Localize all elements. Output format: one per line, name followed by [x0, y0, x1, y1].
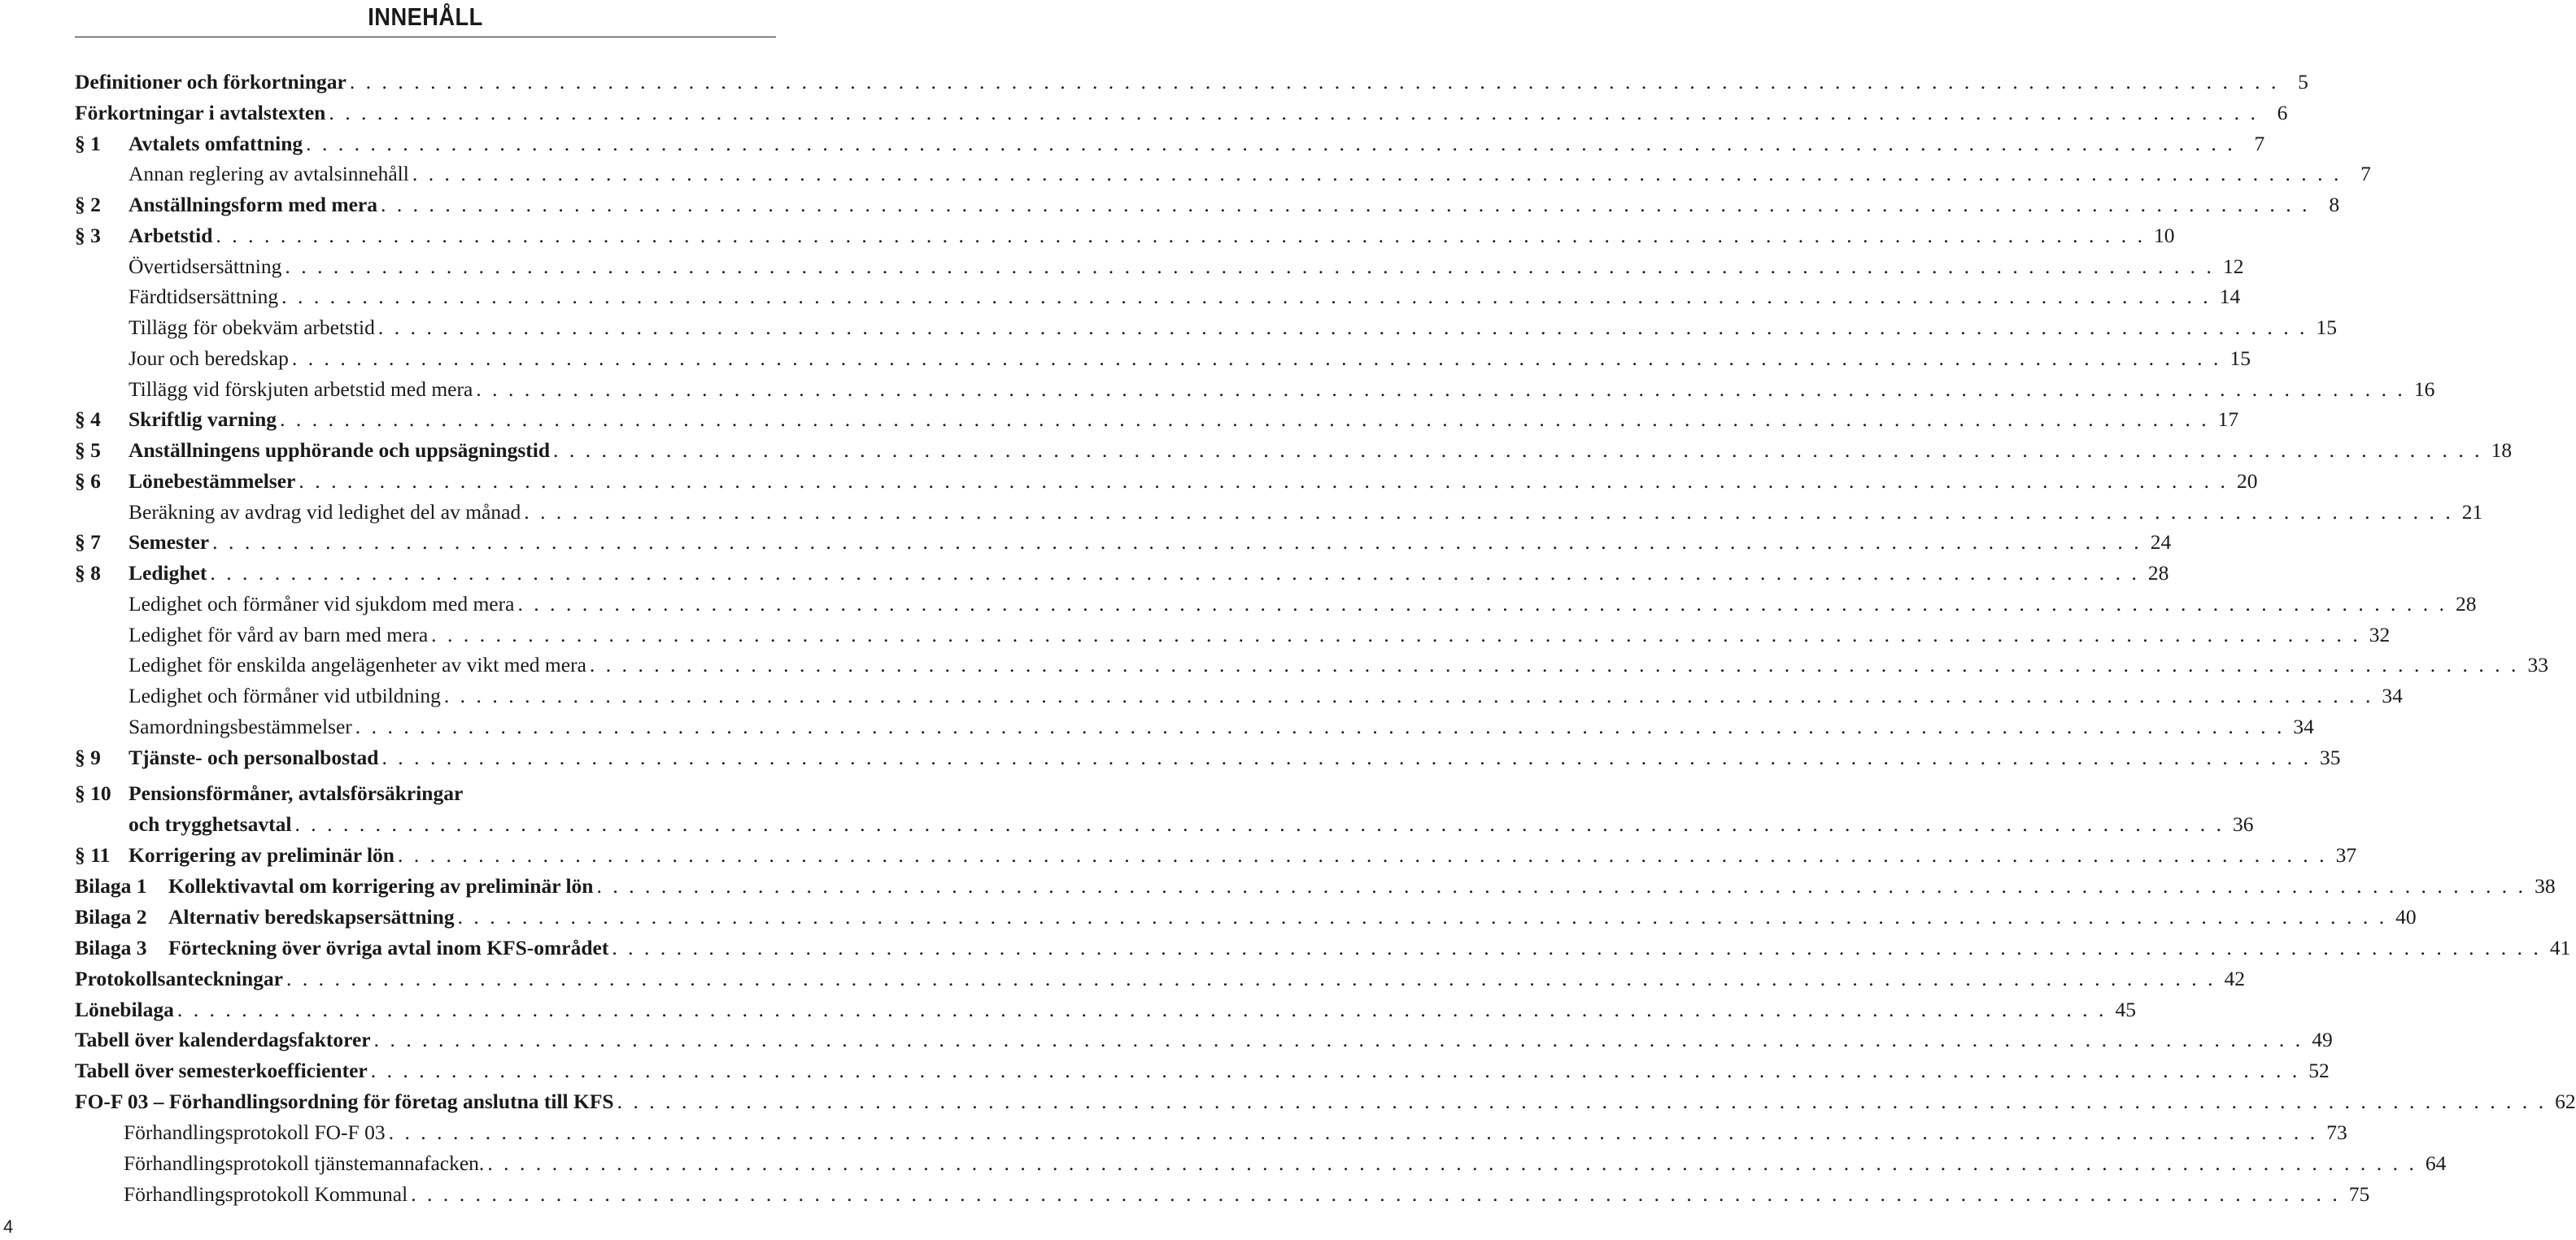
dot-leader: . . . . . . . . . . . . . . . . . . . . . . . . . . . . . . . . . . . . . . . . . . . . . . . . . . . . . . . . . . . . . . . . . . . . . . . . . . . . . . . . . . . . . . . . . . . . . . . . . . . . . . . . . . . . . . . . . . . . . . . . — [291, 346, 2221, 370]
toc-entry-kollektivavtal-om-korrigering-av-prelimi[interactable] — [75, 871, 2556, 902]
page-reference: 7 — [2254, 132, 2265, 155]
toc-entry-jour-och-beredskap[interactable] — [75, 343, 2251, 374]
page-reference: 38 — [2535, 874, 2556, 898]
dot-leader: . . . . . . . . . . . . . . . . . . . . . . . . . . . . . . . . . . . . . . . . . . . . . . . . . . . . . . . . . . . . . . . . . . . . . . . . . . . . . . . . . . . . . . . . . . . . . . . . . . . . . . . . . . . . . . . . . . . . . . . . — [380, 193, 2311, 216]
page-reference: 52 — [2308, 1059, 2330, 1082]
toc-entry-ledighet-for-enskilda-angelagenheter-av-[interactable] — [75, 650, 2548, 681]
toc-entry-forhandlingsprotokoll-tjanstemannafacken[interactable] — [75, 1148, 2447, 1179]
page-reference: 35 — [2320, 746, 2341, 769]
entry-title: Ledighet för enskilda angelägenheter av vikt med mera — [129, 653, 586, 677]
toc-entry-anstallningsform-med-mera[interactable] — [75, 189, 2340, 220]
page-reference: 5 — [2298, 70, 2308, 94]
toc-entry-semester[interactable] — [75, 527, 2172, 558]
page-reference: 10 — [2154, 224, 2175, 247]
dot-leader: . . . . . . . . . . . . . . . . . . . . . . . . . . . . . . . . . . . . . . . . . . . . . . . . . . . . . . . . . . . . . . . . . . . . . . . . . . . . . . . . . . . . . . . . . . . . . . . . . . . . . . . . . . . . . . . . . . . . . . . . — [612, 936, 2542, 959]
dot-leader: . . . . . . . . . . . . . . . . . . . . . . . . . . . . . . . . . . . . . . . . . . . . . . . . . . . . . . . . . . . . . . . . . . . . . . . . . . . . . . . . . . . . . . . . . . . . . . . . . . . . . . . . . . . . . . . . . . . . . . . . — [212, 530, 2142, 554]
entry-title: Ledighet — [129, 561, 207, 585]
page-reference: 21 — [2461, 500, 2483, 524]
entry-title: Förhandlingsprotokoll Kommunal — [124, 1182, 408, 1206]
entry-title: Anställningens upphörande och uppsägningstid — [129, 438, 551, 462]
page-reference: 32 — [2369, 623, 2391, 646]
page-reference: 73 — [2326, 1120, 2347, 1144]
entry-title: Tabell över semesterkoefficienter — [75, 1059, 368, 1082]
page-reference: 34 — [2293, 715, 2314, 738]
dot-leader: . . . . . . . . . . . . . . . . . . . . . . . . . . . . . . . . . . . . . . . . . . . . . . . . . . . . . . . . . . . . . . . . . . . . . . . . . . . . . . . . . . . . . . . . . . . . . . . . . . . . . . . . . . . . . . . . . . . . . . . . — [373, 1028, 2304, 1051]
page-reference: 40 — [2395, 905, 2417, 929]
page-reference: 64 — [2425, 1151, 2447, 1175]
entry-title: Semester — [129, 530, 210, 554]
toc-entry-forkortningar-i-avtalstexten[interactable] — [75, 98, 2288, 128]
dot-leader: . . . . . . . . . . . . . . . . . . . . . . . . . . . . . . . . . . . . . . . . . . . . . . . . . . . . . . . . . . . . . . . . . . . . . . . . . . . . . . . . . . . . . . . . . . . . . . . . . . . . . . . . . . . . . . . . . . . . . . . . — [553, 438, 2483, 462]
section-number: § 8 — [75, 561, 101, 585]
dot-leader: . . . . . . . . . . . . . . . . . . . . . . . . . . . . . . . . . . . . . . . . . . . . . . . . . . . . . . . . . . . . . . . . . . . . . . . . . . . . . . . . . . . . . . . . . . . . . . . . . . . . . . . . . . . . . . . . . . . . . . . . — [306, 132, 2236, 155]
entry-title: Pensionsförmåner, avtalsförsäkringar — [129, 781, 464, 805]
entry-title: Tillägg för obekväm arbetstid — [129, 315, 375, 339]
entry-title: Anställningsform med mera — [129, 193, 377, 216]
entry-title: Korrigering av preliminär lön — [129, 843, 394, 867]
entry-title: FO-F 03 – Förhandlingsordning för företag anslutna till KFS — [75, 1090, 614, 1113]
section-number: § 4 — [75, 407, 101, 431]
page-reference: 36 — [2233, 812, 2254, 836]
dot-leader: . . . . . . . . . . . . . . . . . . . . . . . . . . . . . . . . . . . . . . . . . . . . . . . . . . . . . . . . . . . . . . . . . . . . . . . . . . . . . . . . . . . . . . . . . . . . . . . . . . . . . . . . . . . . . . . . . . . . . . . . — [210, 561, 2140, 585]
toc-entry-trygghetsavtal[interactable] — [75, 809, 2254, 840]
page-reference: 49 — [2312, 1028, 2333, 1051]
toc-entry-lonebestammelser[interactable] — [75, 466, 2258, 497]
toc-entry-forhandlingsprotokoll-kommunal[interactable] — [75, 1179, 2370, 1210]
entry-title: Tjänste- och personalbostad — [129, 746, 379, 769]
dot-leader: . . . . . . . . . . . . . . . . . . . . . . . . . . . . . . . . . . . . . . . . . . . . . . . . . . . . . . . . . . . . . . . . . . . . . . . . . . . . . . . . . . . . . . . . . . . . . . . . . . . . . . . . . . . . . . . . . . . . . . . . — [280, 407, 2210, 431]
page-reference: 6 — [2277, 101, 2288, 124]
page-reference: 20 — [2236, 469, 2258, 493]
dot-leader: . . . . . . . . . . . . . . . . . . . . . . . . . . . . . . . . . . . . . . . . . . . . . . . . . . . . . . . . . . . . . . . . . . . . . . . . . . . . . . . . . . . . . . . . . . . . . . . . . . . . . . . . . . . . . . . . . . . . . . . . — [596, 874, 2526, 898]
section-number: § 3 — [75, 224, 101, 247]
toc-entry-korrigering-av-preliminar-lon[interactable] — [75, 840, 2357, 871]
dot-leader: . . . . . . . . . . . . . . . . . . . . . . . . . . . . . . . . . . . . . . . . . . . . . . . . . . . . . . . . . . . . . . . . . . . . . . . . . . . . . . . . . . . . . . . . . . . . . . . . . . . . . . . . . . . . . . . . . . . . . . . . — [487, 1151, 2417, 1175]
entry-title: Alternativ beredskapsersättning — [168, 905, 455, 929]
toc-entry-tabell-over-semesterkoefficienter[interactable] — [75, 1055, 2330, 1086]
toc-entry-alternativ-beredskapsersattning[interactable] — [75, 902, 2417, 933]
entry-title: Tabell över kalenderdagsfaktorer — [75, 1028, 371, 1051]
page-reference: 45 — [2115, 998, 2136, 1021]
section-number: § 11 — [75, 843, 111, 867]
page-reference: 15 — [2316, 315, 2337, 339]
section-number: § 7 — [75, 530, 101, 554]
entry-title: Kollektivavtal om korrigering av preliminär lön — [168, 874, 594, 898]
page-reference: 75 — [2348, 1182, 2370, 1206]
entry-title: Ledighet för vård av barn med mera — [129, 623, 429, 646]
page-reference: 62 — [2555, 1090, 2576, 1113]
entry-title: Ledighet och förmåner vid utbildning — [129, 684, 441, 707]
page-reference: 28 — [2147, 561, 2169, 585]
dot-leader: . . . . . . . . . . . . . . . . . . . . . . . . . . . . . . . . . . . . . . . . . . . . . . . . . . . . . . . . . . . . . . . . . . . . . . . . . . . . . . . . . . . . . . . . . . . . . . . . . . . . . . . . . . . . . . . . . . . . . . . . — [370, 1059, 2300, 1082]
dot-leader: . . . . . . . . . . . . . . . . . . . . . . . . . . . . . . . . . . . . . . . . . . . . . . . . . . . . . . . . . . . . . . . . . . . . . . . . . . . . . . . . . . . . . . . . . . . . . . . . . . . . . . . . . . . . . . . . . . . . . . . . — [285, 967, 2216, 990]
page-reference: 14 — [2219, 285, 2241, 308]
toc-entry-definitioner-och-forkortningar[interactable] — [75, 67, 2308, 98]
dot-leader: . . . . . . . . . . . . . . . . . . . . . . . . . . . . . . . . . . . . . . . . . . . . . . . . . . . . . . . . . . . . . . . . . . . . . . . . . . . . . . . . . . . . . . . . . . . . . . . . . . . . . . . . . . . . . . . . . . . . . . . . — [388, 1120, 2318, 1144]
toc-entry-arbetstid[interactable] — [75, 220, 2175, 251]
entry-title: Beräkning av avdrag vid ledighet del av månad — [129, 500, 521, 524]
dot-leader: . . . . . . . . . . . . . . . . . . . . . . . . . . . . . . . . . . . . . . . . . . . . . . . . . . . . . . . . . . . . . . . . . . . . . . . . . . . . . . . . . . . . . . . . . . . . . . . . . . . . . . . . . . . . . . . . . . . . . . . . — [517, 592, 2447, 616]
entry-title: Färdtidsersättning — [129, 285, 279, 308]
entry-title: Avtalets omfattning — [129, 132, 303, 155]
entry-title: Lönebilaga — [75, 998, 174, 1021]
dot-leader: . . . . . . . . . . . . . . . . . . . . . . . . . . . . . . . . . . . . . . . . . . . . . . . . . . . . . . . . . . . . . . . . . . . . . . . . . . . . . . . . . . . . . . . . . . . . . . . . . . . . . . . . . . . . . . . . . . . . . . . . — [216, 224, 2146, 247]
page-reference: 8 — [2329, 193, 2340, 216]
appendix-label: Bilaga 3 — [75, 936, 147, 959]
toc-entry-ledighet-och-formaner-vid-sjukdom-med-me[interactable] — [75, 589, 2477, 620]
appendix-label: Bilaga 1 — [75, 874, 147, 898]
entry-title: Arbetstid — [129, 224, 213, 247]
page-reference: 17 — [2217, 407, 2239, 431]
toc-entry-overtidsersattning[interactable] — [75, 251, 2244, 282]
toc-entry-ledighet-och-formaner-vid-utbildning[interactable] — [75, 681, 2403, 711]
page-reference: 18 — [2491, 438, 2513, 462]
toc-entry-tabell-over-kalenderdagsfaktorer[interactable] — [75, 1025, 2333, 1055]
dot-leader: . . . . . . . . . . . . . . . . . . . . . . . . . . . . . . . . . . . . . . . . . . . . . . . . . . . . . . . . . . . . . . . . . . . . . . . . . . . . . . . . . . . . . . . . . . . . . . . . . . . . . . . . . . . . . . . . . . . . . . . . — [457, 905, 2387, 929]
page-reference: 28 — [2456, 592, 2477, 616]
dot-leader: . . . . . . . . . . . . . . . . . . . . . . . . . . . . . . . . . . . . . . . . . . . . . . . . . . . . . . . . . . . . . . . . . . . . . . . . . . . . . . . . . . . . . . . . . . . . . . . . . . . . . . . . . . . . . . . . . . . . . . . . — [381, 746, 2312, 769]
toc-entry-lonebilaga[interactable] — [75, 994, 2136, 1025]
dot-leader: . . . . . . . . . . . . . . . . . . . . . . . . . . . . . . . . . . . . . . . . . . . . . . . . . . . . . . . . . . . . . . . . . . . . . . . . . . . . . . . . . . . . . . . . . . . . . . . . . . . . . . . . . . . . . . . . . . . . . . . . — [355, 715, 2285, 738]
entry-title: Övertidsersättning — [129, 255, 282, 278]
page-reference: 37 — [2335, 843, 2357, 867]
dot-leader: . . . . . . . . . . . . . . . . . . . . . . . . . . . . . . . . . . . . . . . . . . . . . . . . . . . . . . . . . . . . . . . . . . . . . . . . . . . . . . . . . . . . . . . . . . . . . . . . . . . . . . . . . . . . . . . . . . . . . . . . — [476, 377, 2406, 401]
toc-entry-forteckning-over-ovriga-avtal-inom-kfs-o[interactable] — [75, 933, 2571, 964]
page-number: 4 — [3, 1216, 14, 1237]
entry-title: Förkortningar i avtalstexten — [75, 101, 326, 124]
dot-leader: . . . . . . . . . . . . . . . . . . . . . . . . . . . . . . . . . . . . . . . . . . . . . . . . . . . . . . . . . . . . . . . . . . . . . . . . . . . . . . . . . . . . . . . . . . . . . . . . . . . . . . . . . . . . . . . . . . . . . . . . — [285, 255, 2215, 278]
toc-entry-samordningsbestammelser[interactable] — [75, 711, 2314, 742]
page-reference: 12 — [2222, 255, 2244, 278]
page-reference: 33 — [2527, 653, 2548, 677]
section-number: § 10 — [75, 781, 111, 805]
dot-leader: . . . . . . . . . . . . . . . . . . . . . . . . . . . . . . . . . . . . . . . . . . . . . . . . . . . . . . . . . . . . . . . . . . . . . . . . . . . . . . . . . . . . . . . . . . . . . . . . . . . . . . . . . . . . . . . . . . . . . . . . — [177, 998, 2107, 1021]
entry-title: Förteckning över övriga avtal inom KFS-området — [168, 936, 609, 959]
toc-entry-berakning-av-avdrag-vid-ledighet-del-av-[interactable] — [75, 497, 2483, 528]
page-reference: 41 — [2549, 936, 2571, 959]
dot-leader: . . . . . . . . . . . . . . . . . . . . . . . . . . . . . . . . . . . . . . . . . . . . . . . . . . . . . . . . . . . . . . . . . . . . . . . . . . . . . . . . . . . . . . . . . . . . . . . . . . . . . . . . . . . . . . . . . . . . . . . . — [617, 1090, 2547, 1113]
entry-title: Protokollsanteckningar — [75, 967, 283, 990]
entry-title: Lönebestämmelser — [129, 469, 296, 493]
page-reference: 24 — [2150, 530, 2172, 554]
entry-title: Samordningsbestämmelser — [129, 715, 352, 738]
dot-leader: . . . . . . . . . . . . . . . . . . . . . . . . . . . . . . . . . . . . . . . . . . . . . . . . . . . . . . . . . . . . . . . . . . . . . . . . . . . . . . . . . . . . . . . . . . . . . . . . . . . . . . . . . . . . . . . . . . . . . . . . — [294, 812, 2225, 836]
entry-title-continued: och trygghetsavtal — [129, 812, 292, 836]
toc-entry-fardtidsersattning[interactable] — [75, 281, 2241, 312]
toc-entry-avtalets-omfattning[interactable] — [75, 128, 2265, 159]
toc-entry-annan-reglering-av-avtalsinnehall[interactable] — [75, 159, 2371, 189]
section-number: § 5 — [75, 438, 101, 462]
toc-entry-skriftlig-varning[interactable] — [75, 404, 2239, 435]
entry-title: Annan reglering av avtalsinnehåll — [129, 162, 409, 185]
toc-entry-ledighet[interactable] — [75, 558, 2169, 589]
toc-entry-protokollsanteckningar[interactable] — [75, 964, 2246, 994]
dot-leader: . . . . . . . . . . . . . . . . . . . . . . . . . . . . . . . . . . . . . . . . . . . . . . . . . . . . . . . . . . . . . . . . . . . . . . . . . . . . . . . . . . . . . . . . . . . . . . . . . . . . . . . . . . . . . . . . . . . . . . . . — [524, 500, 2454, 524]
dot-leader: . . . . . . . . . . . . . . . . . . . . . . . . . . . . . . . . . . . . . . . . . . . . . . . . . . . . . . . . . . . . . . . . . . . . . . . . . . . . . . . . . . . . . . . . . . . . . . . . . . . . . . . . . . . . . . . . . . . . . . . . — [398, 843, 2328, 867]
section-number: § 1 — [75, 132, 101, 155]
dot-leader: . . . . . . . . . . . . . . . . . . . . . . . . . . . . . . . . . . . . . . . . . . . . . . . . . . . . . . . . . . . . . . . . . . . . . . . . . . . . . . . . . . . . . . . . . . . . . . . . . . . . . . . . . . . . . . . . . . . . . . . . — [349, 70, 2279, 94]
toc-entry-ledighet-for-vard-av-barn-med-mera[interactable] — [75, 620, 2391, 650]
dot-leader: . . . . . . . . . . . . . . . . . . . . . . . . . . . . . . . . . . . . . . . . . . . . . . . . . . . . . . . . . . . . . . . . . . . . . . . . . . . . . . . . . . . . . . . . . . . . . . . . . . . . . . . . . . . . . . . . . . . . . . . . — [329, 101, 2259, 124]
entry-title: Ledighet och förmåner vid sjukdom med mera — [129, 592, 515, 616]
dot-leader: . . . . . . . . . . . . . . . . . . . . . . . . . . . . . . . . . . . . . . . . . . . . . . . . . . . . . . . . . . . . . . . . . . . . . . . . . . . . . . . . . . . . . . . . . . . . . . . . . . . . . . . . . . . . . . . . . . . . . . . . — [377, 315, 2308, 339]
entry-title: Förhandlingsprotokoll FO-F 03 — [124, 1120, 386, 1144]
dot-leader: . . . . . . . . . . . . . . . . . . . . . . . . . . . . . . . . . . . . . . . . . . . . . . . . . . . . . . . . . . . . . . . . . . . . . . . . . . . . . . . . . . . . . . . . . . . . . . . . . . . . . . . . . . . . . . . . . . . . . . . . — [443, 684, 2373, 707]
page-reference: 42 — [2224, 967, 2246, 990]
dot-leader: . . . . . . . . . . . . . . . . . . . . . . . . . . . . . . . . . . . . . . . . . . . . . . . . . . . . . . . . . . . . . . . . . . . . . . . . . . . . . . . . . . . . . . . . . . . . . . . . . . . . . . . . . . . . . . . . . . . . . . . . — [299, 469, 2229, 493]
entry-title: Jour och beredskap — [129, 346, 289, 370]
toc-entry-tillagg-for-obekvam-arbetstid[interactable] — [75, 312, 2337, 343]
entry-title: Förhandlingsprotokoll tjänstemannafacken. — [124, 1151, 485, 1175]
entry-title: Tillägg vid förskjuten arbetstid med mera — [129, 377, 473, 401]
dot-leader: . . . . . . . . . . . . . . . . . . . . . . . . . . . . . . . . . . . . . . . . . . . . . . . . . . . . . . . . . . . . . . . . . . . . . . . . . . . . . . . . . . . . . . . . . . . . . . . . . . . . . . . . . . . . . . . . . . . . . . . . — [589, 653, 2519, 677]
dot-leader: . . . . . . . . . . . . . . . . . . . . . . . . . . . . . . . . . . . . . . . . . . . . . . . . . . . . . . . . . . . . . . . . . . . . . . . . . . . . . . . . . . . . . . . . . . . . . . . . . . . . . . . . . . . . . . . . . . . . . . . . — [412, 162, 2342, 185]
toc-entry-forhandlingsprotokoll-fo-f-03[interactable] — [75, 1117, 2347, 1148]
section-number: § 2 — [75, 193, 101, 216]
toc-entry-anstallningens-upphorande-och-uppsagning[interactable] — [75, 435, 2513, 466]
dot-leader: . . . . . . . . . . . . . . . . . . . . . . . . . . . . . . . . . . . . . . . . . . . . . . . . . . . . . . . . . . . . . . . . . . . . . . . . . . . . . . . . . . . . . . . . . . . . . . . . . . . . . . . . . . . . . . . . . . . . . . . . — [411, 1182, 2341, 1206]
page-reference: 16 — [2413, 377, 2435, 401]
page-reference: 7 — [2360, 162, 2371, 185]
toc-entry-tillagg-vid-forskjuten-arbetstid-med-mer[interactable] — [75, 374, 2435, 405]
entry-title: Definitioner och förkortningar — [75, 70, 347, 94]
page-reference: 15 — [2229, 346, 2251, 370]
appendix-label: Bilaga 2 — [75, 905, 147, 929]
section-number: § 9 — [75, 746, 101, 769]
toc-entry-tjanste-och-personalbostad[interactable] — [75, 742, 2341, 773]
toc-entry-fo-f-03-forhandlingsordning-for-foretag-[interactable] — [75, 1086, 2576, 1117]
dot-leader: . . . . . . . . . . . . . . . . . . . . . . . . . . . . . . . . . . . . . . . . . . . . . . . . . . . . . . . . . . . . . . . . . . . . . . . . . . . . . . . . . . . . . . . . . . . . . . . . . . . . . . . . . . . . . . . . . . . . . . . . — [281, 285, 2212, 308]
page-title: INNEHÅLL — [368, 2, 483, 31]
dot-leader: . . . . . . . . . . . . . . . . . . . . . . . . . . . . . . . . . . . . . . . . . . . . . . . . . . . . . . . . . . . . . . . . . . . . . . . . . . . . . . . . . . . . . . . . . . . . . . . . . . . . . . . . . . . . . . . . . . . . . . . . — [431, 623, 2361, 646]
entry-title: Skriftlig varning — [129, 407, 277, 431]
toc-entry-pensionsformaner[interactable] — [75, 778, 778, 809]
page-reference: 34 — [2382, 684, 2403, 707]
section-number: § 6 — [75, 469, 101, 493]
